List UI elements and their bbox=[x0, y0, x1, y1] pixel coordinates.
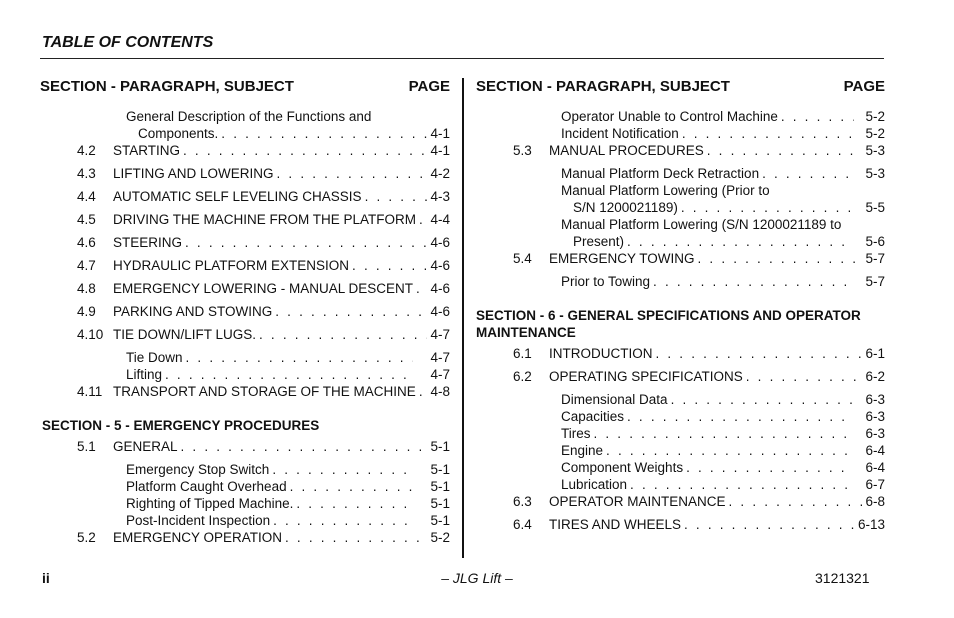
toc-entry-number: 5.2 bbox=[77, 530, 96, 545]
toc-entry-page: 5-6 bbox=[865, 234, 885, 249]
column-header bbox=[476, 78, 885, 95]
section-heading: SECTION - 5 - EMERGENCY PROCEDURES bbox=[42, 418, 320, 433]
toc-entry[interactable] bbox=[40, 125, 450, 142]
toc-entry-text: Engine bbox=[561, 443, 604, 458]
toc-entry[interactable] bbox=[40, 303, 450, 320]
toc-entry-page: 4-6 bbox=[430, 281, 450, 296]
toc-entry-page: 4-3 bbox=[430, 189, 450, 204]
toc-entry[interactable] bbox=[476, 345, 885, 362]
toc-subentry[interactable] bbox=[476, 459, 885, 476]
toc-entry[interactable] bbox=[40, 326, 450, 343]
column-divider bbox=[462, 78, 464, 558]
toc-entry-page: 6-4 bbox=[865, 460, 885, 475]
toc-entry-text: Lubrication bbox=[561, 477, 628, 492]
toc-entry-text: Emergency Stop Switch bbox=[126, 462, 270, 477]
toc-entry-number: 4.2 bbox=[77, 143, 96, 158]
toc-entry-number: 5.4 bbox=[513, 251, 532, 266]
toc-subentry[interactable] bbox=[476, 233, 885, 250]
toc-entry-number: 4.8 bbox=[77, 281, 96, 296]
toc-right-column bbox=[476, 78, 885, 533]
toc-entry-text: MANUAL PROCEDURES bbox=[549, 143, 704, 158]
toc-entry-page: 5-1 bbox=[430, 513, 450, 528]
toc-entry-text: TRANSPORT AND STORAGE OF THE MACHINE bbox=[113, 384, 416, 399]
toc-subentry[interactable] bbox=[476, 216, 885, 233]
toc-entry-number: 6.4 bbox=[513, 517, 532, 532]
toc-entry-text: INTRODUCTION bbox=[549, 346, 653, 361]
toc-entry[interactable] bbox=[40, 165, 450, 182]
toc-entry-page: 6-13 bbox=[857, 517, 885, 532]
title-divider bbox=[40, 58, 884, 59]
toc-entry-text: Post-Incident Inspection bbox=[126, 513, 271, 528]
toc-entry-text: Component Weights bbox=[561, 460, 684, 475]
toc-entry-text: Manual Platform Lowering (S/N 1200021189 to bbox=[561, 217, 842, 232]
page-title: TABLE OF CONTENTS bbox=[42, 34, 214, 51]
toc-entry-text: Components. bbox=[138, 126, 219, 141]
toc-entry[interactable] bbox=[40, 529, 450, 546]
section-heading: SECTION - 6 - GENERAL SPECIFICATIONS AND OPERATOR MAINTENANCE bbox=[476, 308, 861, 340]
toc-entry-number: 4.6 bbox=[77, 235, 96, 250]
toc-entry-page: 4-7 bbox=[430, 350, 450, 365]
column-header-page: PAGE bbox=[843, 78, 885, 95]
toc-subentry[interactable] bbox=[476, 476, 885, 493]
toc-subentry[interactable] bbox=[476, 273, 885, 290]
toc-entry-page: 6-7 bbox=[865, 477, 885, 492]
toc-entry[interactable] bbox=[40, 188, 450, 205]
toc-entry-page: 6-3 bbox=[865, 392, 885, 407]
toc-subentry[interactable] bbox=[476, 182, 885, 199]
toc-entry-text: TIRES AND WHEELS bbox=[549, 517, 682, 532]
toc-subentry[interactable] bbox=[476, 108, 885, 125]
toc-subentry[interactable] bbox=[476, 391, 885, 408]
toc-entry-page: 6-1 bbox=[865, 346, 885, 361]
toc-entry-text: Lifting bbox=[126, 367, 163, 382]
toc-entry-text: EMERGENCY LOWERING - MANUAL DESCENT bbox=[113, 281, 414, 296]
toc-entry-text: DRIVING THE MACHINE FROM THE PLATFORM bbox=[113, 212, 417, 227]
toc-entry[interactable] bbox=[476, 493, 885, 510]
toc-entry-text: S/N 1200021189) bbox=[573, 200, 678, 215]
toc-entry-page: 6-8 bbox=[865, 494, 885, 509]
toc-left-column bbox=[40, 78, 450, 546]
toc-entry-page: 5-2 bbox=[865, 126, 885, 141]
toc-subentry[interactable] bbox=[476, 442, 885, 459]
toc-entry-text: Operator Unable to Control Machine bbox=[561, 109, 778, 124]
toc-entry-page: 6-3 bbox=[865, 426, 885, 441]
toc-entry-text: Dimensional Data bbox=[561, 392, 668, 407]
toc-entry-page: 5-3 bbox=[865, 166, 885, 181]
toc-entry[interactable] bbox=[476, 368, 885, 385]
toc-entry-page: 5-1 bbox=[430, 496, 450, 511]
toc-entry-text: Incident Notification bbox=[561, 126, 679, 141]
toc-entry[interactable] bbox=[40, 280, 450, 297]
toc-entry-text: Tie Down bbox=[126, 350, 183, 365]
toc-entry-page: 5-5 bbox=[865, 200, 885, 215]
toc-subentry[interactable] bbox=[40, 478, 450, 495]
toc-entry-text: TIE DOWN/LIFT LUGS. bbox=[113, 327, 257, 342]
toc-entry-text: Manual Platform Deck Retraction bbox=[561, 166, 760, 181]
toc-entry-text: Platform Caught Overhead bbox=[126, 479, 287, 494]
column-header-page: PAGE bbox=[408, 78, 450, 95]
toc-entry-text: AUTOMATIC SELF LEVELING CHASSIS bbox=[113, 189, 362, 204]
toc-subentry[interactable] bbox=[40, 349, 450, 366]
toc-entry-text: GENERAL bbox=[113, 439, 178, 454]
toc-subentry[interactable] bbox=[476, 425, 885, 442]
toc-entry-page: 4-2 bbox=[430, 166, 450, 181]
toc-entry-page: 4-8 bbox=[430, 384, 450, 399]
toc-entry-text: Manual Platform Lowering (Prior to bbox=[561, 183, 770, 198]
toc-entry-text: HYDRAULIC PLATFORM EXTENSION bbox=[113, 258, 350, 273]
footer-page-number: ii bbox=[42, 570, 50, 586]
toc-entry-number: 6.1 bbox=[513, 346, 532, 361]
footer-document-number: 3121321 bbox=[815, 570, 870, 586]
toc-entry-page: 4-6 bbox=[430, 304, 450, 319]
toc-entry-page: 5-3 bbox=[865, 143, 885, 158]
toc-entry-text: STARTING bbox=[113, 143, 181, 158]
toc-entry-page: 6-4 bbox=[865, 443, 885, 458]
toc-entry-page: 4-4 bbox=[430, 212, 450, 227]
toc-entry-text: Tires bbox=[561, 426, 591, 441]
toc-entry-page: 4-1 bbox=[430, 126, 450, 141]
toc-entry-page: 5-7 bbox=[865, 251, 885, 266]
toc-entry[interactable] bbox=[40, 438, 450, 455]
toc-subentry[interactable] bbox=[476, 125, 885, 142]
toc-entry-text: EMERGENCY OPERATION bbox=[113, 530, 283, 545]
toc-entry[interactable] bbox=[40, 257, 450, 274]
toc-entry-number: 5.3 bbox=[513, 143, 532, 158]
toc-entry-number: 5.1 bbox=[77, 439, 96, 454]
toc-entry-text: Capacities bbox=[561, 409, 625, 424]
toc-subentry[interactable] bbox=[476, 199, 885, 216]
toc-entry-text: Prior to Towing bbox=[561, 274, 651, 289]
toc-entry-text: EMERGENCY TOWING bbox=[549, 251, 695, 266]
toc-entry-number: 6.2 bbox=[513, 369, 532, 384]
toc-entry[interactable] bbox=[40, 142, 450, 159]
toc-entry[interactable] bbox=[40, 234, 450, 251]
toc-entry[interactable] bbox=[40, 108, 450, 125]
toc-entry-number: 6.3 bbox=[513, 494, 532, 509]
toc-entry-page: 4-6 bbox=[430, 235, 450, 250]
toc-entry-number: 4.4 bbox=[77, 189, 96, 204]
toc-entry-page: 5-1 bbox=[430, 479, 450, 494]
toc-entry-number: 4.9 bbox=[77, 304, 96, 319]
toc-entry-text: OPERATOR MAINTENANCE bbox=[549, 494, 726, 509]
toc-subentry[interactable] bbox=[476, 408, 885, 425]
toc-entry-number: 4.10 bbox=[77, 327, 104, 342]
toc-entry[interactable] bbox=[476, 516, 885, 533]
toc-entry-number: 4.5 bbox=[77, 212, 96, 227]
toc-subentry[interactable] bbox=[40, 461, 450, 478]
column-header bbox=[40, 78, 450, 95]
toc-subentry[interactable] bbox=[40, 512, 450, 529]
toc-entry-page: 5-7 bbox=[865, 274, 885, 289]
toc-entry-page: 5-2 bbox=[865, 109, 885, 124]
toc-entry-text: OPERATING SPECIFICATIONS bbox=[549, 369, 743, 384]
toc-entry-page: 5-1 bbox=[430, 462, 450, 477]
footer-publisher: – JLG Lift – bbox=[441, 570, 513, 586]
toc-entry[interactable] bbox=[40, 211, 450, 228]
toc-entry-text: LIFTING AND LOWERING bbox=[113, 166, 274, 181]
toc-entry-number: 4.3 bbox=[77, 166, 96, 181]
toc-entry[interactable] bbox=[40, 383, 450, 400]
toc-entry-page: 6-3 bbox=[865, 409, 885, 424]
toc-entry-text: PARKING AND STOWING bbox=[113, 304, 273, 319]
toc-entry-page: 6-2 bbox=[865, 369, 885, 384]
toc-subentry[interactable] bbox=[476, 165, 885, 182]
toc-entry-text: STEERING bbox=[113, 235, 183, 250]
toc-entry-page: 4-7 bbox=[430, 367, 450, 382]
toc-entry-page: 4-6 bbox=[430, 258, 450, 273]
toc-entry-page: 5-2 bbox=[430, 530, 450, 545]
toc-subentry[interactable] bbox=[40, 366, 450, 383]
toc-entry-text: Righting of Tipped Machine. bbox=[126, 496, 294, 511]
column-header-subject: SECTION - PARAGRAPH, SUBJECT bbox=[40, 78, 294, 95]
toc-entry[interactable] bbox=[476, 142, 885, 159]
toc-entry-page: 4-7 bbox=[430, 327, 450, 342]
toc-entry[interactable] bbox=[476, 250, 885, 267]
toc-subentry[interactable] bbox=[40, 495, 450, 512]
toc-entry-number: 4.7 bbox=[77, 258, 96, 273]
toc-entry-text: General Description of the Functions and bbox=[126, 109, 372, 124]
toc-entry-page: 4-1 bbox=[430, 143, 450, 158]
toc-entry-page: 5-1 bbox=[430, 439, 450, 454]
column-header-subject: SECTION - PARAGRAPH, SUBJECT bbox=[476, 78, 730, 95]
toc-entry-number: 4.11 bbox=[77, 384, 103, 399]
toc-entry-text: Present) bbox=[573, 234, 625, 249]
